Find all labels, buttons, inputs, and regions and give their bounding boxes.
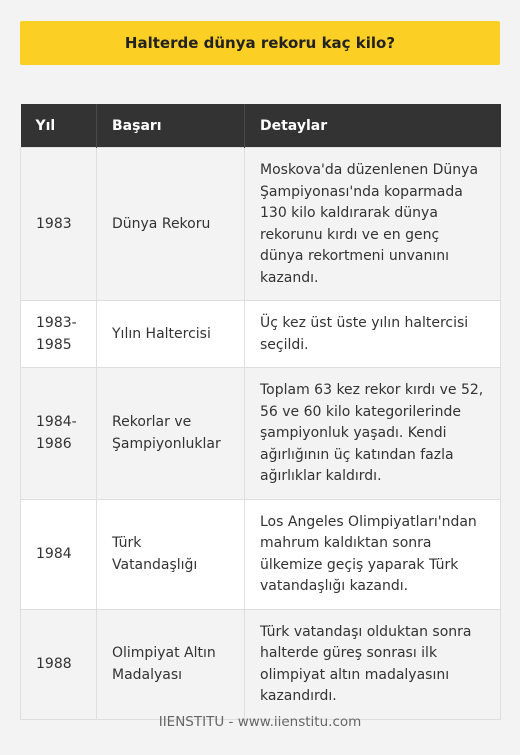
cell-year: 1988: [21, 609, 97, 719]
cell-year: 1984: [21, 499, 97, 609]
header-achievement: Başarı: [97, 104, 245, 148]
cell-achievement: Olimpiyat Altın Madalyası: [97, 609, 245, 719]
table-row: [21, 148, 501, 301]
header-row: [21, 104, 501, 148]
cell-achievement: Yılın Haltercisi: [97, 301, 245, 368]
cell-achievement: Türk Vatandaşlığı: [97, 499, 245, 609]
header-year: Yıl: [21, 104, 97, 148]
cell-year: 1983-1985: [21, 301, 97, 368]
header-details: Detaylar: [245, 104, 501, 148]
table-row: [21, 609, 501, 719]
achievements-table: [20, 104, 501, 720]
title-banner: [20, 21, 500, 65]
cell-details: Türk vatandaşı olduktan sonra halterde güreş sonrası ilk olimpiyat altın madalyasını kazandırdı.: [245, 609, 501, 719]
cell-details: Moskova'da düzenlenen Dünya Şampiyonası'nda koparmada 130 kilo kaldırarak dünya rekorunu kırdı ve en genç dünya rekortmeni unvanını kazandı.: [245, 148, 501, 301]
table-header: [21, 104, 501, 148]
cell-achievement: Rekorlar ve Şampiyonluklar: [97, 368, 245, 500]
table-row: [21, 301, 501, 368]
table-body: [21, 148, 501, 720]
cell-year: 1984-1986: [21, 368, 97, 500]
footer-credit: IIENSTITU - www.iienstitu.com: [158, 714, 362, 730]
cell-achievement: Dünya Rekoru: [97, 148, 245, 301]
table-row: [21, 499, 501, 609]
cell-details: Los Angeles Olimpiyatları'ndan mahrum kaldıktan sonra ülkemize geçiş yaparak Türk vatandaşlığı kazandı.: [245, 499, 501, 609]
cell-details: Üç kez üst üste yılın haltercisi seçildi.: [245, 301, 501, 368]
page-title: Halterde dünya rekoru kaç kilo?: [124, 34, 396, 52]
table-row: [21, 368, 501, 500]
cell-year: 1983: [21, 148, 97, 301]
cell-details: Toplam 63 kez rekor kırdı ve 52, 56 ve 60 kilo kategorilerinde şampiyonluk yaşadı. Kendi ağırlığının üç katından fazla ağırlıklar kaldırdı.: [245, 368, 501, 500]
